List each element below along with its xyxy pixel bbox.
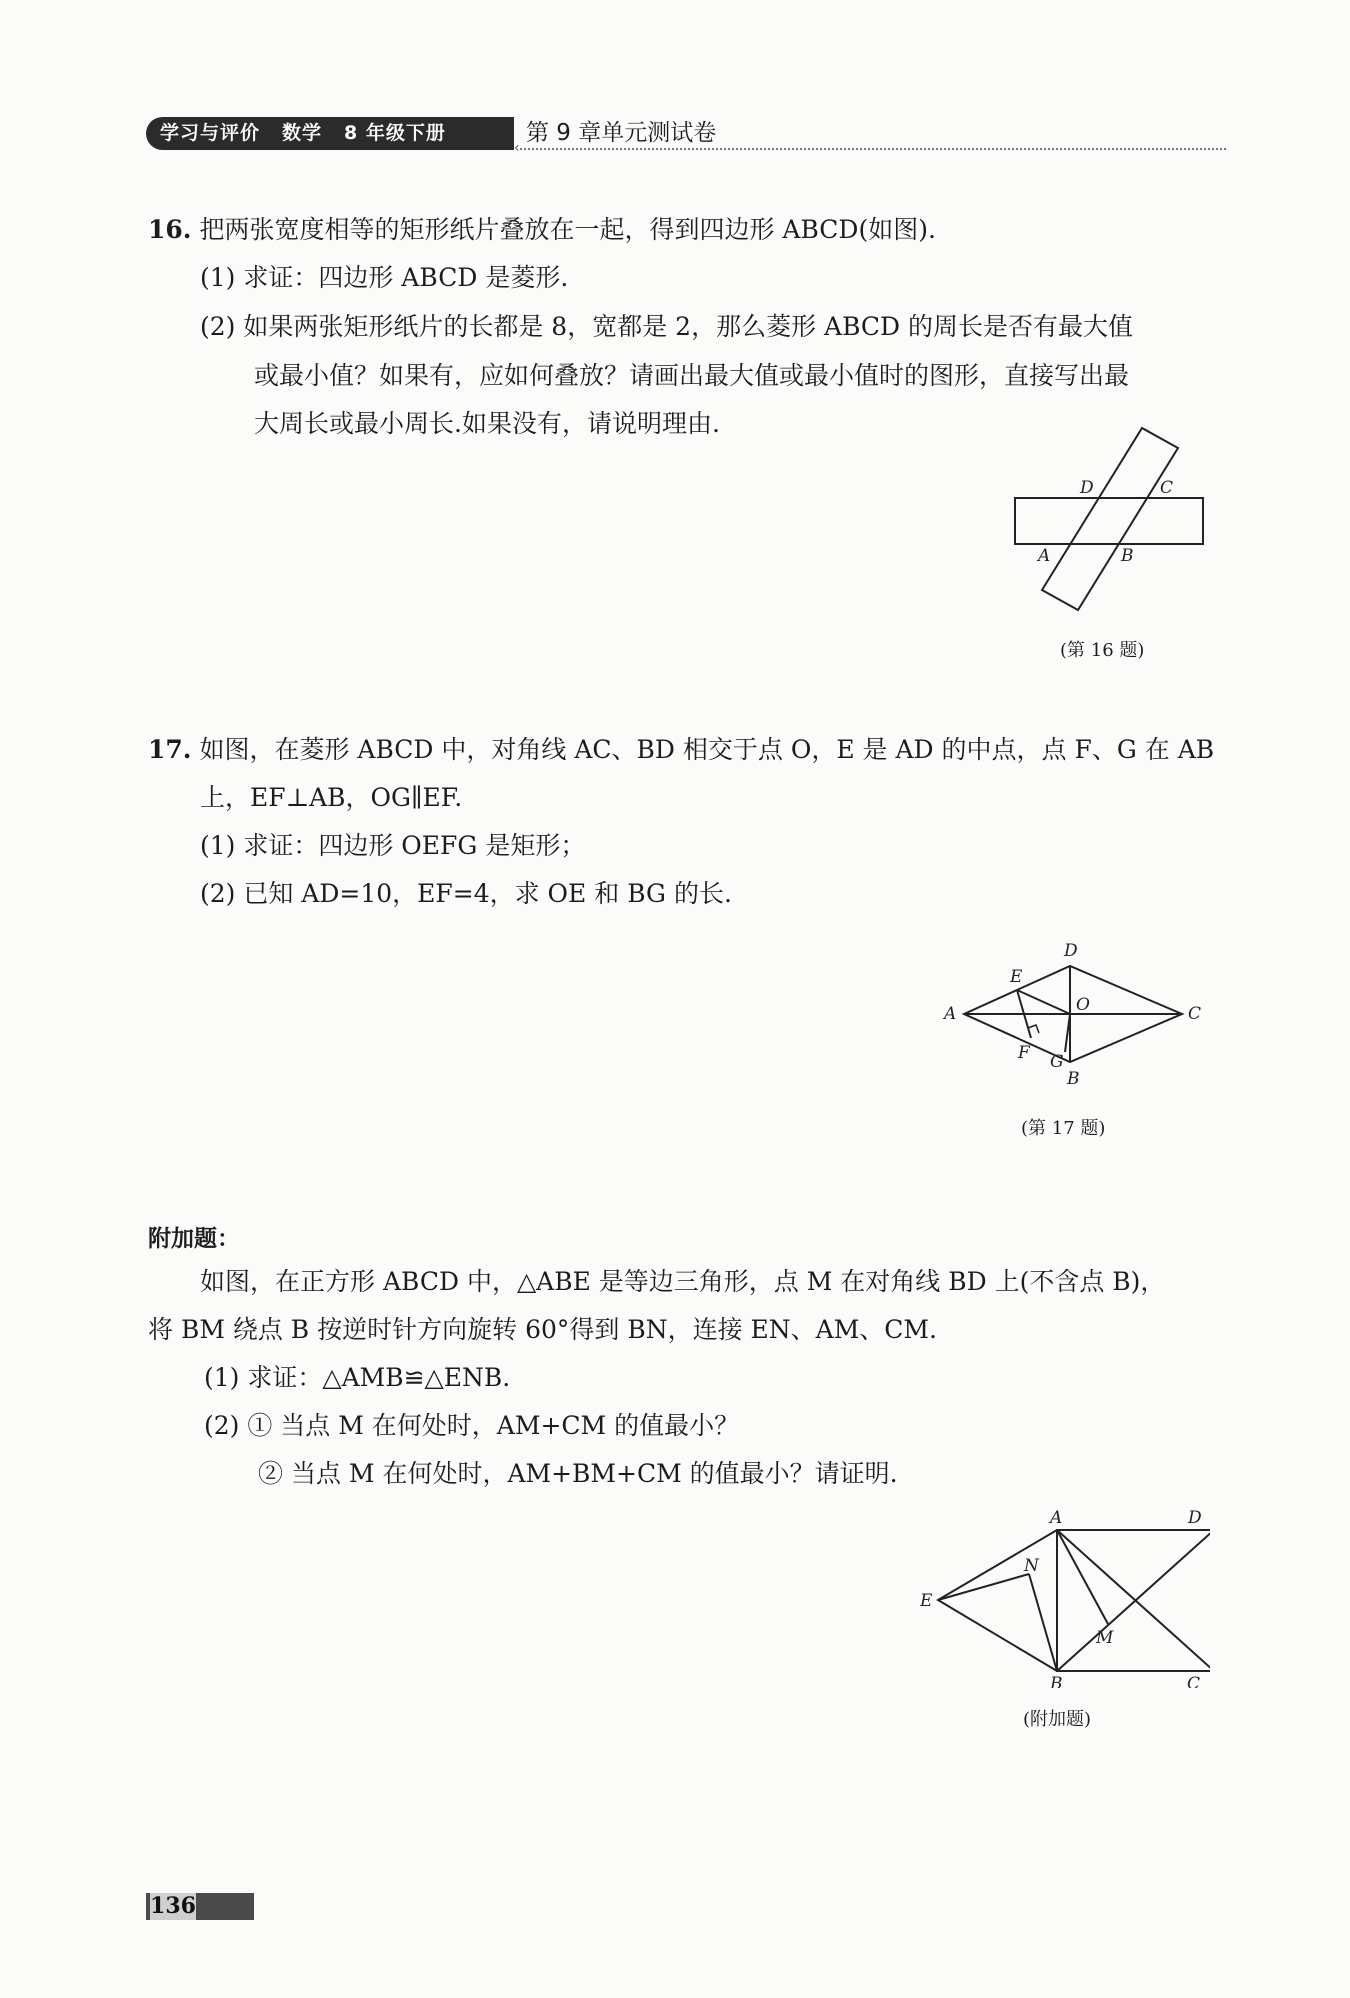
extra-label-e: E (920, 1591, 933, 1611)
q16-label-b: B (1121, 546, 1134, 566)
q17-label-c: C (1188, 1004, 1202, 1024)
header-rule (520, 148, 1226, 150)
segment-en (938, 1574, 1029, 1600)
extra-label-m: M (1096, 1628, 1114, 1648)
header-arrow-icon: ‹ (514, 140, 520, 156)
q16-part2-line1: (2) 如果两张矩形纸片的长都是 8，宽都是 2，那么菱形 ABCD 的周长是否有最大值 (200, 312, 1134, 341)
extra-label-d: D (1188, 1508, 1202, 1528)
q17-label-g: G (1050, 1052, 1064, 1072)
book-grade: 8 年级下册 (344, 122, 446, 144)
q17-stem-line1 (148, 734, 1214, 766)
horizontal-strip (1015, 498, 1203, 544)
q17-number: 17. (148, 735, 192, 764)
q17-label-o: O (1076, 995, 1090, 1015)
extra-stem-line2: 将 BM 绕点 B 按逆时针方向旋转 60°得到 BN，连接 EN、AM、CM. (148, 1315, 937, 1344)
book-title-pill (146, 117, 514, 150)
q16-stem: 把两张宽度相等的矩形纸片叠放在一起，得到四边形 ABCD(如图). (199, 215, 936, 244)
q16-caption: (第 16 题) (1060, 640, 1145, 661)
q16-number: 16. (148, 215, 192, 244)
extra-caption: (附加题) (1023, 1709, 1092, 1730)
q17-caption: (第 17 题) (1021, 1118, 1106, 1139)
q17-label-d: D (1064, 941, 1078, 961)
extra-stem-line1: 如图，在正方形 ABCD 中，△ABE 是等边三角形，点 M 在对角线 BD 上(不含点 B)， (200, 1267, 1166, 1296)
q17-stem-line2: 上，EF⊥AB，OG∥EF. (200, 783, 463, 812)
chapter-title: 第 9 章单元测试卷 (526, 120, 717, 146)
slanted-strip (1042, 428, 1178, 610)
q17-part2: (2) 已知 AD=10，EF=4，求 OE 和 BG 的长. (200, 879, 732, 908)
q16-label-d: D (1080, 478, 1094, 498)
q17-stem1: 如图，在菱形 ABCD 中，对角线 AC、BD 相交于点 O，E 是 AD 的中点，点 F、G 在 AB (199, 735, 1215, 764)
q17-figure (930, 936, 1220, 1106)
book-subject: 数学 (282, 122, 323, 144)
segment-eo (1017, 990, 1070, 1014)
extra-part2b: ② 当点 M 在何处时，AM+BM+CM 的值最小？请证明. (258, 1459, 898, 1488)
segment-am (1057, 1530, 1108, 1624)
book-series: 学习与评价 (160, 122, 261, 144)
page-number: 136 (150, 1893, 196, 1919)
q17-label-b: B (1067, 1069, 1080, 1089)
q16-part1: (1) 求证：四边形 ABCD 是菱形. (200, 263, 569, 292)
q16-part2-line3: 大周长或最小周长.如果没有，请说明理由. (254, 409, 720, 438)
q16-part2-line2: 或最小值？如果有，应如何叠放？请画出最大值或最小值时的图形，直接写出最 (254, 361, 1130, 390)
extra-label-c: C (1187, 1674, 1201, 1688)
triangle-abe (938, 1530, 1057, 1671)
extra-part2a: (2) ① 当点 M 在何处时，AM+CM 的值最小？ (204, 1411, 740, 1440)
q17-label-a: A (944, 1004, 957, 1024)
q16-figure (1000, 420, 1230, 620)
extra-part1: (1) 求证：△AMB≌△ENB. (204, 1363, 511, 1392)
extra-label-b: B (1050, 1674, 1063, 1688)
extra-label-a: A (1050, 1508, 1063, 1528)
extra-label-n: N (1024, 1556, 1039, 1576)
q17-label-f: F (1018, 1043, 1030, 1063)
extra-figure (920, 1508, 1210, 1688)
q16-label-c: C (1160, 478, 1174, 498)
q16-stem-line (148, 214, 936, 246)
q17-label-e: E (1010, 967, 1023, 987)
extra-title: 附加题： (148, 1226, 240, 1252)
q17-part1: (1) 求证：四边形 OEFG 是矩形； (200, 831, 586, 860)
q16-label-a: A (1038, 546, 1051, 566)
